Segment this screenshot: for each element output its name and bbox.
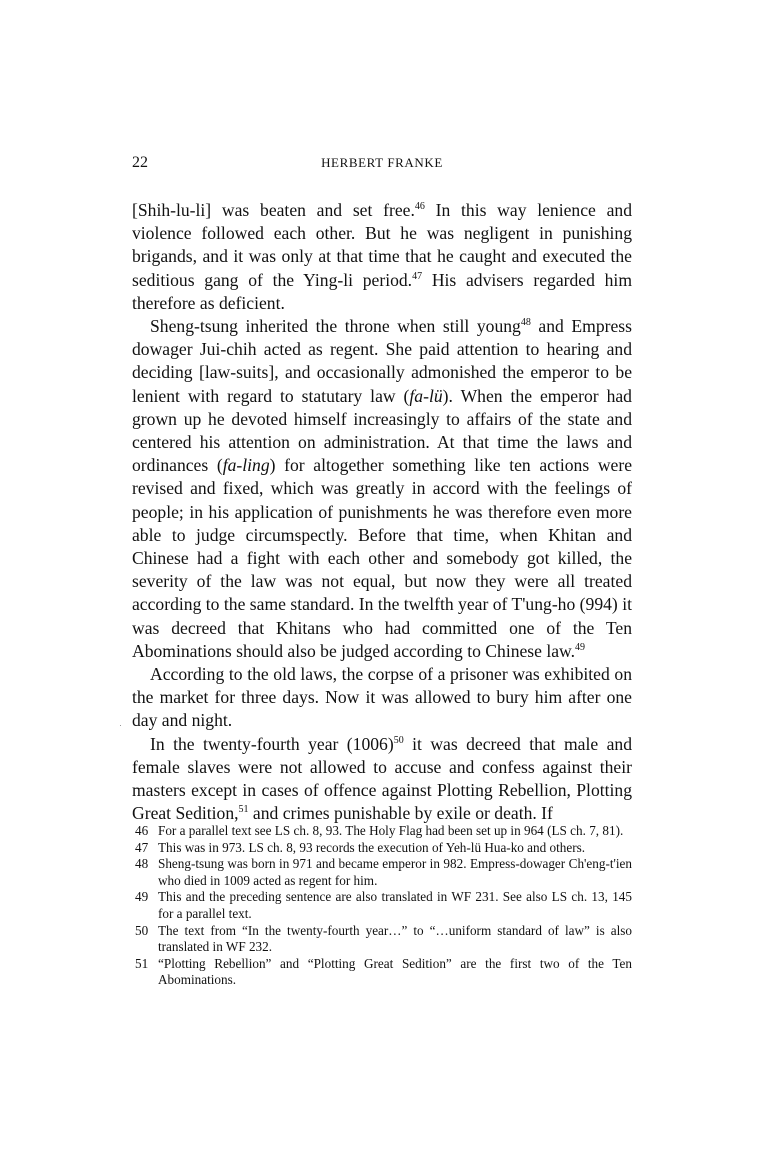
- footnote-ref-51: 51: [238, 804, 249, 816]
- paragraph-3: [132, 663, 632, 733]
- running-title: HERBERT FRANKE: [321, 155, 443, 170]
- footnote-51: [132, 956, 632, 989]
- text-run: [Shih-lu-li] was beaten and set free.: [132, 200, 415, 220]
- paragraph-2: [132, 315, 632, 663]
- paragraph-1: [132, 199, 632, 315]
- page-number: 22: [132, 154, 148, 171]
- running-head: [132, 154, 632, 176]
- footnote-text: This was in 973. LS ch. 8, 93 records the execution of Yeh-lü Hua-ko and others.: [158, 839, 586, 855]
- text-run: Sheng-tsung inherited the throne when still young: [150, 316, 521, 337]
- footnote-49: [132, 889, 632, 922]
- text-run: According to the old laws, the corpse of a prisoner was exhibited on the market for three days. Now it was allowed to bury him after one day and night.: [132, 664, 632, 731]
- footnote-text: The text from “In the twenty-fourth year…” to “…uniform standard of law” is also translated in WF 232.: [158, 922, 632, 955]
- footnote-number: 47: [135, 839, 149, 855]
- footnote-text: This and the preceding sentence are also translated in WF 231. See also LS ch. 13, 145 for a parallel text.: [158, 889, 632, 921]
- text-run: His advisers regarded him therefore as deficient.: [132, 269, 632, 313]
- footnote-ref-47: 47: [412, 270, 423, 282]
- text-run: In this way lenience and violence followed each other. But he was negligent in punishing brigands, and it was only at that time that he caught and executed the seditious gang of the Ying-li period.: [132, 200, 632, 290]
- term-fa-lu: fa-lü: [409, 385, 443, 406]
- text-run: and crimes punishable by exile or death. If: [248, 803, 553, 824]
- footnote-ref-48: 48: [520, 317, 531, 329]
- text-run: and Empress dowager Jui-chih acted as regent. She paid attention to hearing and deciding [law-suits], and occasionally admonished the emperor to be lenient with regard to statutary law (: [132, 316, 632, 406]
- paragraph-4: [132, 733, 632, 826]
- footnote-ref-49: 49: [575, 641, 586, 653]
- footnote-text: “Plotting Rebellion” and “Plotting Great Sedition” are the first two of the Ten Abominations.: [158, 955, 632, 988]
- footnote-number: 46: [135, 823, 149, 838]
- footnote-text: For a parallel text see LS ch. 8, 93. The Holy Flag had been set up in 964 (LS ch. 7, 81).: [158, 823, 624, 838]
- text-run: it was decreed that male and female slaves were not allowed to accuse and confess against their masters except in cases of offence against Plotting Rebellion, Plotting Great Sedition,: [132, 733, 632, 824]
- text-run: ) for altogether something like ten actions were revised and fixed, which was greatly in accord with the feelings of people; in his application of punishments he was therefore even more able to judge circumspectly. Before that time, when Khitan and Chinese had a fight with each other and somebody got killed, the severity of the law was not equal, but now they were all treated according to the same standard. In the twelfth year of T'ung-ho (994) it was decreed that Khitans who had committed one of the Ten Abominations should also be judged according to Chinese law.: [132, 455, 633, 661]
- footnote-number: 50: [135, 922, 149, 938]
- footnote-47: [132, 840, 632, 857]
- text-run: In the twenty-fourth year (1006): [150, 733, 394, 754]
- footnote-number: 49: [135, 889, 149, 905]
- footnote-text: Sheng-tsung was born in 971 and became emperor in 982. Empress-dowager Ch'eng-t'ien who died in 1009 acted as regent for him.: [158, 856, 632, 888]
- footnote-ref-50: 50: [393, 734, 404, 746]
- body-text: [132, 199, 632, 825]
- term-fa-ling: fa-ling: [222, 455, 270, 476]
- footnote-ref-46: 46: [414, 201, 425, 212]
- margin-mark: [120, 725, 121, 726]
- footnote-number: 48: [135, 856, 149, 872]
- footnote-48: [132, 856, 632, 889]
- text-run: ). When the emperor had grown up he devoted himself increasingly to affairs of the state and centered his attention on administration. At that time the laws and ordinances (: [132, 385, 632, 476]
- footnote-46: [132, 823, 632, 840]
- footnotes: [132, 823, 632, 989]
- footnote-number: 51: [135, 955, 149, 971]
- footnote-50: [132, 923, 632, 956]
